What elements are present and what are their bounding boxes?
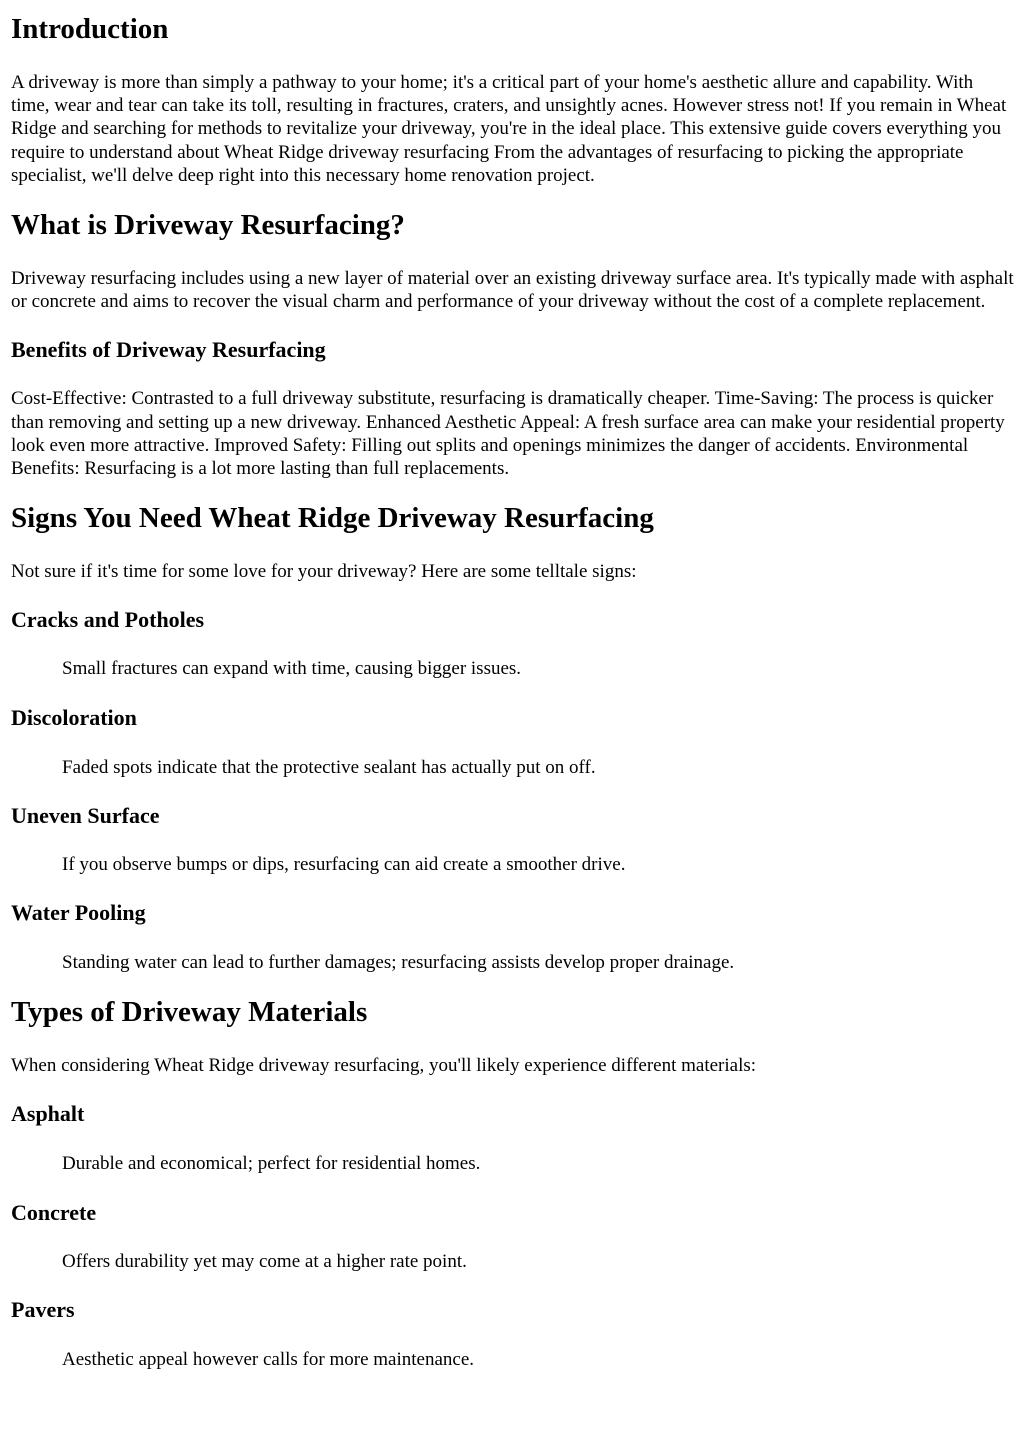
heading-what-is-resurfacing: What is Driveway Resurfacing? xyxy=(11,209,405,242)
asphalt-quote: Durable and economical; perfect for residential homes. xyxy=(62,1153,481,1175)
heading-introduction: Introduction xyxy=(11,13,169,45)
water-pooling-quote: Standing water can lead to further damages; resurfacing assists develop proper drainage. xyxy=(62,952,735,974)
pavers-quote: Aesthetic appeal however calls for more maintenance. xyxy=(62,1348,475,1370)
intro-paragraph: A driveway is more than simply a pathway to your home; it's a critical part of your home's aesthetic allure and capability. With time, wear and tear can take its toll, resulting in fractures, craters, and unsightly acnes. However stress not! If you remain in Wheat Ridge and searching for methods to revitalize your driveway, you're in the ideal place. This extensive guide covers everything you require to understand about Wheat Ridge driveway resurfacing From the advantages of resurfacing to picking the appropriate specialist, we'll delve deep right into this necessary home renovation project. xyxy=(11,72,1007,186)
heading-asphalt: Asphalt xyxy=(11,1101,85,1127)
heading-cracks-potholes: Cracks and Potholes xyxy=(11,607,205,633)
discoloration-quote: Faded spots indicate that the protective sealant has actually put on off. xyxy=(62,756,596,778)
heading-discoloration: Discoloration xyxy=(11,704,137,730)
uneven-surface-quote: If you observe bumps or dips, resurfacing can aid create a smoother drive. xyxy=(62,853,626,875)
heading-uneven-surface: Uneven Surface xyxy=(11,802,160,828)
heading-water-pooling: Water Pooling xyxy=(11,900,146,926)
signs-intro-paragraph: Not sure if it's time for some love for your driveway? Here are some telltale signs: xyxy=(11,561,637,583)
heading-benefits: Benefits of Driveway Resurfacing xyxy=(11,337,326,363)
heading-pavers: Pavers xyxy=(11,1296,75,1322)
heading-signs: Signs You Need Wheat Ridge Driveway Resurfacing xyxy=(11,502,654,535)
heading-concrete: Concrete xyxy=(11,1199,97,1225)
benefits-paragraph: Cost-Effective: Contrasted to a full driveway substitute, resurfacing is dramatically cheaper. Time-Saving: The process is quicker than removing and setting up a new driveway. Enhanced Aesthetic Appeal: A fresh surface area can make your residential property look even more attractive. Improved Safety: Filling out splits and openings minimizes the danger of accidents. Environmental Benefits: Resurfacing is a lot more lasting than full replacements. xyxy=(11,388,1005,480)
heading-types-materials: Types of Driveway Materials xyxy=(11,996,368,1029)
cracks-potholes-quote: Small fractures can expand with time, causing bigger issues. xyxy=(62,658,522,680)
what-is-paragraph: Driveway resurfacing includes using a new layer of material over an existing driveway surface area. It's typically made with asphalt or concrete and aims to recover the visual charm and performance of your driveway without the cost of a complete replacement. xyxy=(11,268,1014,313)
concrete-quote: Offers durability yet may come at a higher rate point. xyxy=(62,1250,467,1272)
materials-intro-paragraph: When considering Wheat Ridge driveway resurfacing, you'll likely experience different materials: xyxy=(11,1055,757,1077)
